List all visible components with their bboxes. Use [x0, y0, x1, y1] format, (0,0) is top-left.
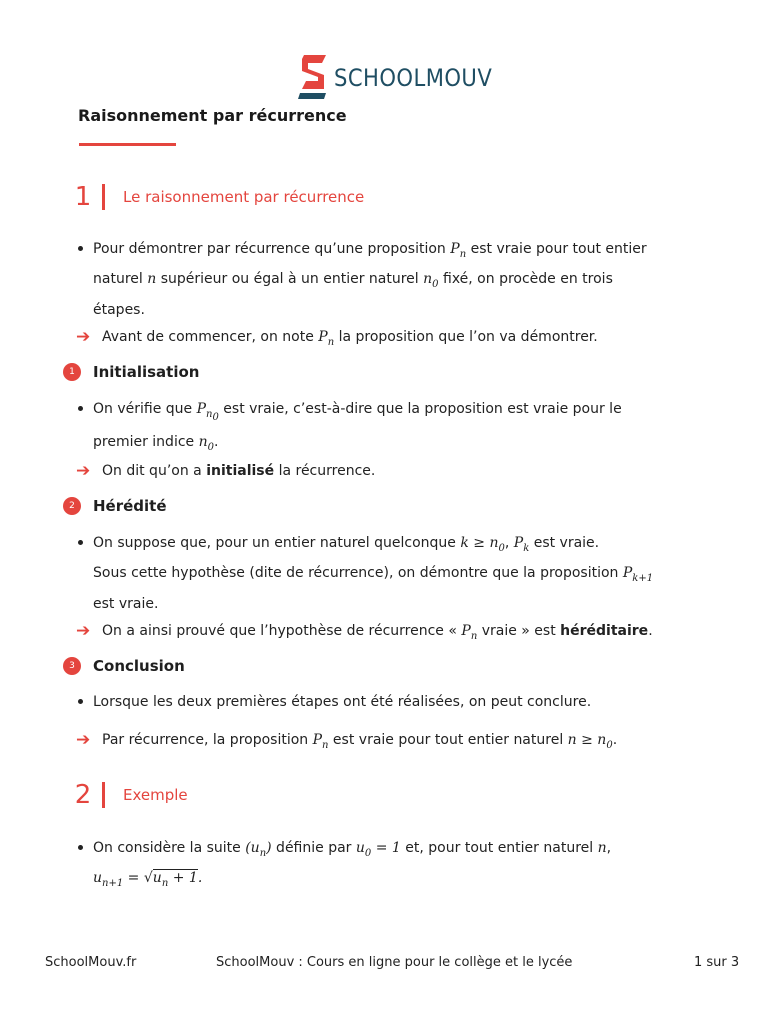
init-arrow-line: [76, 460, 716, 482]
math-n: n: [147, 271, 157, 288]
text-run: .: [612, 732, 618, 748]
schoolmouv-s-icon: [298, 53, 328, 103]
section-title: Exemple: [123, 786, 188, 804]
step-title: Conclusion: [93, 657, 185, 675]
text-run: est vraie.: [529, 535, 600, 551]
heredity-arrow-line: [76, 620, 716, 648]
step-2-heading: [63, 497, 167, 515]
arrow-right-icon: ➔: [76, 621, 91, 641]
text-run: fixé, on procède en trois: [438, 271, 613, 288]
section-divider: [102, 782, 105, 808]
text-run: On considère la suite: [93, 840, 246, 856]
text-run: est vraie, c’est-à-dire que la proposition est vraie pour le: [218, 401, 622, 417]
footer-page-number: 1 sur 3: [694, 955, 740, 970]
step-title: Hérédité: [93, 497, 167, 515]
math-Pn: $P_n$: [450, 241, 467, 260]
heredity-paragraph: [78, 531, 698, 617]
text-run: étapes.: [93, 301, 145, 318]
math-n: n: [597, 840, 607, 856]
section-title: Le raisonnement par récurrence: [123, 188, 365, 206]
text-run: supérieur ou égal à un entier naturel: [156, 271, 424, 288]
section-number: 2: [74, 780, 92, 810]
bullet-dot: [78, 540, 83, 545]
step-number-badge: 1: [63, 363, 81, 381]
intro-paragraph: [78, 237, 698, 323]
text-run: naturel: [93, 271, 148, 288]
title-underline: [79, 143, 176, 146]
step-1-heading: [63, 363, 199, 381]
text-run: est vraie pour tout entier naturel: [328, 732, 568, 748]
text-run: est vraie pour tout entier: [466, 241, 647, 257]
bold-term: héréditaire: [560, 623, 649, 639]
section-divider: [102, 184, 105, 210]
text-run: On a ainsi prouvé que l’hypothèse de récurrence «: [102, 623, 462, 639]
text-run: .: [648, 623, 653, 639]
text-run: On vérifie que: [93, 401, 197, 417]
arrow-right-icon: ➔: [76, 730, 91, 750]
math-Pn: $P_n$: [461, 623, 478, 642]
footer-site: SchoolMouv.fr: [45, 955, 137, 970]
step-title: Initialisation: [93, 363, 200, 381]
text-run: On suppose que, pour un entier naturel quelconque: [93, 535, 461, 551]
init-paragraph: [78, 397, 698, 461]
text-run: vraie » est: [477, 623, 561, 639]
math-n0: $n_0$: [423, 271, 439, 291]
text-run: est vraie.: [93, 595, 159, 612]
bullet-dot: [78, 845, 83, 850]
text-run: ,: [606, 840, 612, 856]
text-run: Sous cette hypothèse (dite de récurrence), on démontre que la proposition: [93, 565, 623, 582]
step-3-heading: [63, 657, 185, 675]
arrow-right-icon: ➔: [76, 327, 91, 347]
text-run: ,: [504, 535, 514, 551]
math-Pn: $P_n$: [318, 329, 335, 348]
section-1-heading: [66, 182, 364, 212]
arrow-right-icon: ➔: [76, 461, 91, 481]
section-2-heading: [66, 780, 188, 810]
conclusion-paragraph: [78, 690, 698, 716]
text-run: et, pour tout entier naturel: [400, 840, 598, 856]
text-run: Lorsque les deux premières étapes ont été réalisées, on peut conclure.: [93, 694, 592, 710]
math-Pn: $P_n$: [312, 732, 329, 751]
bullet-dot: [78, 246, 83, 251]
brand-name: SCHOOLMOUV: [334, 64, 493, 92]
step-number-badge: 3: [63, 657, 81, 675]
math-k-geq-n0: $k \ge n_0$: [460, 535, 505, 554]
document-title: Raisonnement par récurrence: [78, 106, 347, 125]
math-recurrence-formula: $u_{n+1} = √u_n + 1$.: [93, 870, 203, 890]
text-run: définie par: [271, 840, 356, 856]
math-n0: $n_0$: [198, 434, 215, 454]
text-run: premier indice: [93, 434, 199, 451]
section-number: 1: [74, 182, 92, 212]
bullet-dot: [78, 406, 83, 411]
text-run: Par récurrence, la proposition: [102, 732, 313, 748]
math-Pk1: $P_{k+1}$: [622, 565, 654, 585]
text-run: la proposition que l’on va démontrer.: [334, 329, 598, 345]
note-arrow-line: [76, 326, 716, 354]
text-run: Pour démontrer par récurrence qu’une proposition: [93, 241, 451, 257]
math-n-geq-n0: $n \ge n_0$: [567, 732, 613, 751]
text-run: .: [214, 434, 219, 451]
math-Pk: $P_k$: [513, 535, 530, 554]
text-run: On dit qu’on a: [102, 463, 207, 479]
math-Pn0: $P_{n_0}$: [196, 401, 219, 423]
schoolmouv-logo: [298, 52, 514, 104]
step-number-badge: 2: [63, 497, 81, 515]
math-un-sequence: $(u_n)$: [245, 840, 272, 859]
math-u0-eq-1: $u_0 = 1$: [355, 840, 401, 859]
text-run: la récurrence.: [274, 463, 376, 479]
footer-tagline: SchoolMouv : Cours en ligne pour le collège et le lycée: [216, 955, 573, 970]
text-run: Avant de commencer, on note: [102, 329, 319, 345]
example-paragraph: [78, 836, 698, 897]
bold-term: initialisé: [206, 463, 275, 479]
conclusion-arrow-line: [76, 729, 716, 757]
bullet-dot: [78, 699, 83, 704]
